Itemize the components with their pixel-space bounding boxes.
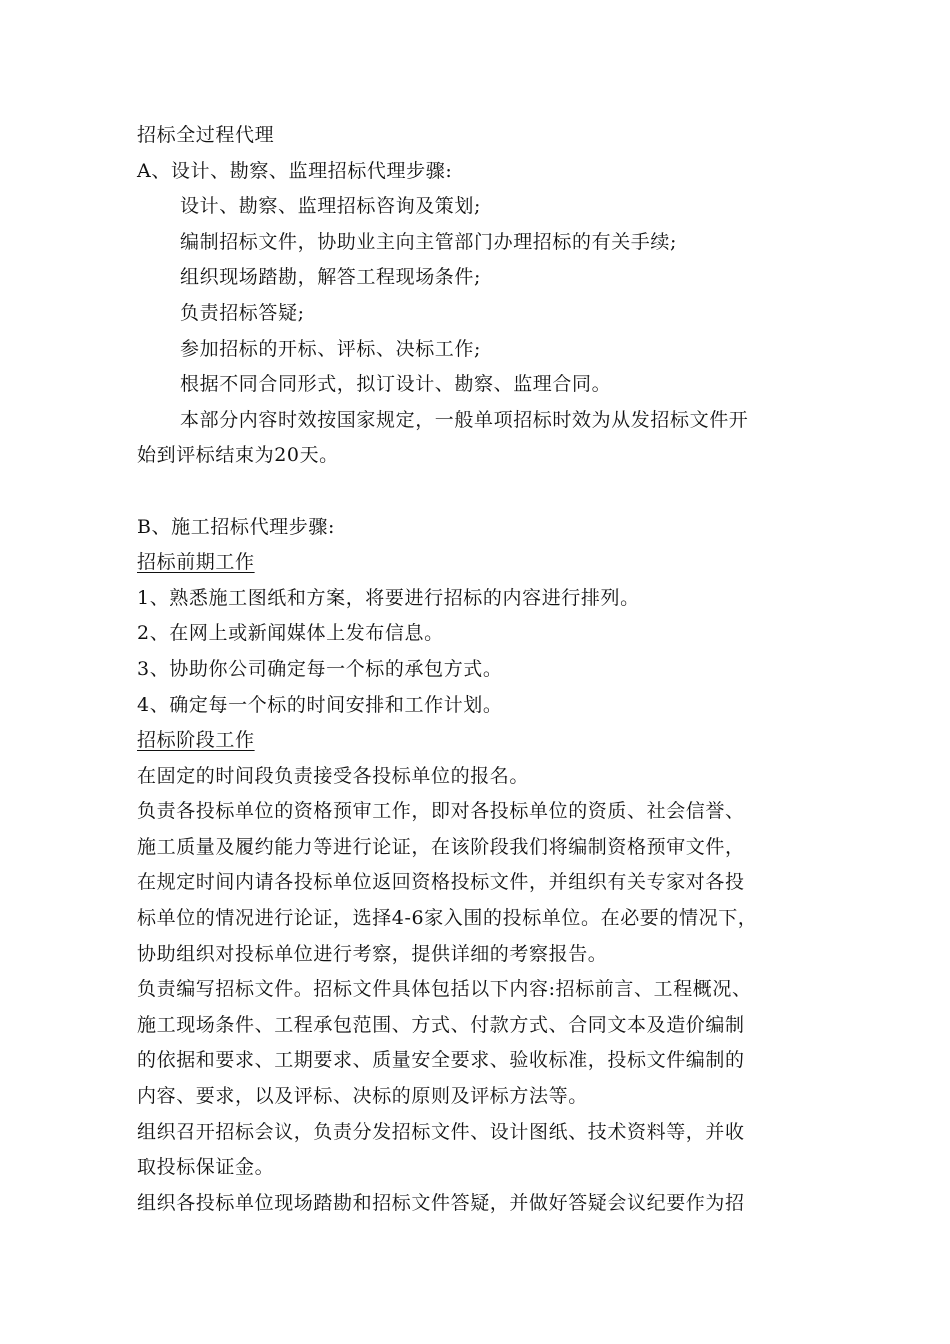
section-a-item: 参加招标的开标、评标、决标工作;: [180, 337, 482, 360]
stage-line: 在规定时间内请各投标单位返回资格投标文件，并组织有关专家对各投: [137, 871, 745, 894]
stage-line: 在固定的时间段负责接受各投标单位的报名。: [137, 764, 530, 787]
pre-stage-item: 1、熟悉施工图纸和方案，将要进行招标的内容进行排列。: [137, 586, 640, 609]
blank-line: [137, 474, 857, 510]
pre-stage-item: 2、在网上或新闻媒体上发布信息。: [137, 622, 444, 645]
stage-line: 组织各投标单位现场踏勘和招标文件答疑，并做好答疑会议纪要作为招: [137, 1191, 745, 1214]
section-a-item: 负责招标答疑;: [180, 301, 305, 324]
stage-line: 取投标保证金。: [137, 1156, 275, 1179]
document-title: 招标全过程代理: [137, 124, 275, 146]
section-a-heading: A、设计、勘察、监理招标代理步骤:: [137, 159, 453, 182]
document-body: [137, 118, 857, 1221]
stage-line: 标单位的情况进行论证，选择4-6家入围的投标单位。在必要的情况下，: [137, 907, 758, 930]
pre-stage-item: 4、确定每一个标的时间安排和工作计划。: [137, 693, 503, 716]
section-a-note-line: 本部分内容时效按国家规定，一般单项招标时效为从发招标文件开: [180, 408, 749, 431]
section-b-heading: B、施工招标代理步骤:: [137, 515, 335, 538]
pre-stage-title: 招标前期工作: [137, 551, 255, 574]
stage-title: 招标阶段工作: [137, 729, 255, 752]
stage-line: 内容、要求，以及评标、决标的原则及评标方法等。: [137, 1085, 588, 1108]
section-a-item: 设计、勘察、监理招标咨询及策划;: [180, 195, 482, 218]
stage-line: 的依据和要求、工期要求、质量安全要求、验收标准，投标文件编制的: [137, 1049, 745, 1072]
stage-line: 负责各投标单位的资格预审工作，即对各投标单位的资质、社会信誉、: [137, 800, 745, 823]
stage-line: 协助组织对投标单位进行考察，提供详细的考察报告。: [137, 942, 608, 965]
section-a-item: 编制招标文件，协助业主向主管部门办理招标的有关手续;: [180, 230, 678, 253]
pre-stage-item: 3、协助你公司确定每一个标的承包方式。: [137, 657, 503, 680]
section-a-note-line: 始到评标结束为20天。: [137, 444, 339, 467]
stage-line: 施工质量及履约能力等进行论证，在该阶段我们将编制资格预审文件，: [137, 835, 745, 858]
stage-line: 组织召开招标会议，负责分发招标文件、设计图纸、技术资料等，并收: [137, 1120, 745, 1143]
section-a-item: 组织现场踏勘，解答工程现场条件;: [180, 266, 482, 289]
stage-line: 施工现场条件、工程承包范围、方式、付款方式、合同文本及造价编制: [137, 1013, 745, 1036]
stage-line: 负责编写招标文件。招标文件具体包括以下内容:招标前言、工程概况、: [137, 978, 752, 1001]
section-a-item: 根据不同合同形式，拟订设计、勘察、监理合同。: [180, 373, 612, 396]
